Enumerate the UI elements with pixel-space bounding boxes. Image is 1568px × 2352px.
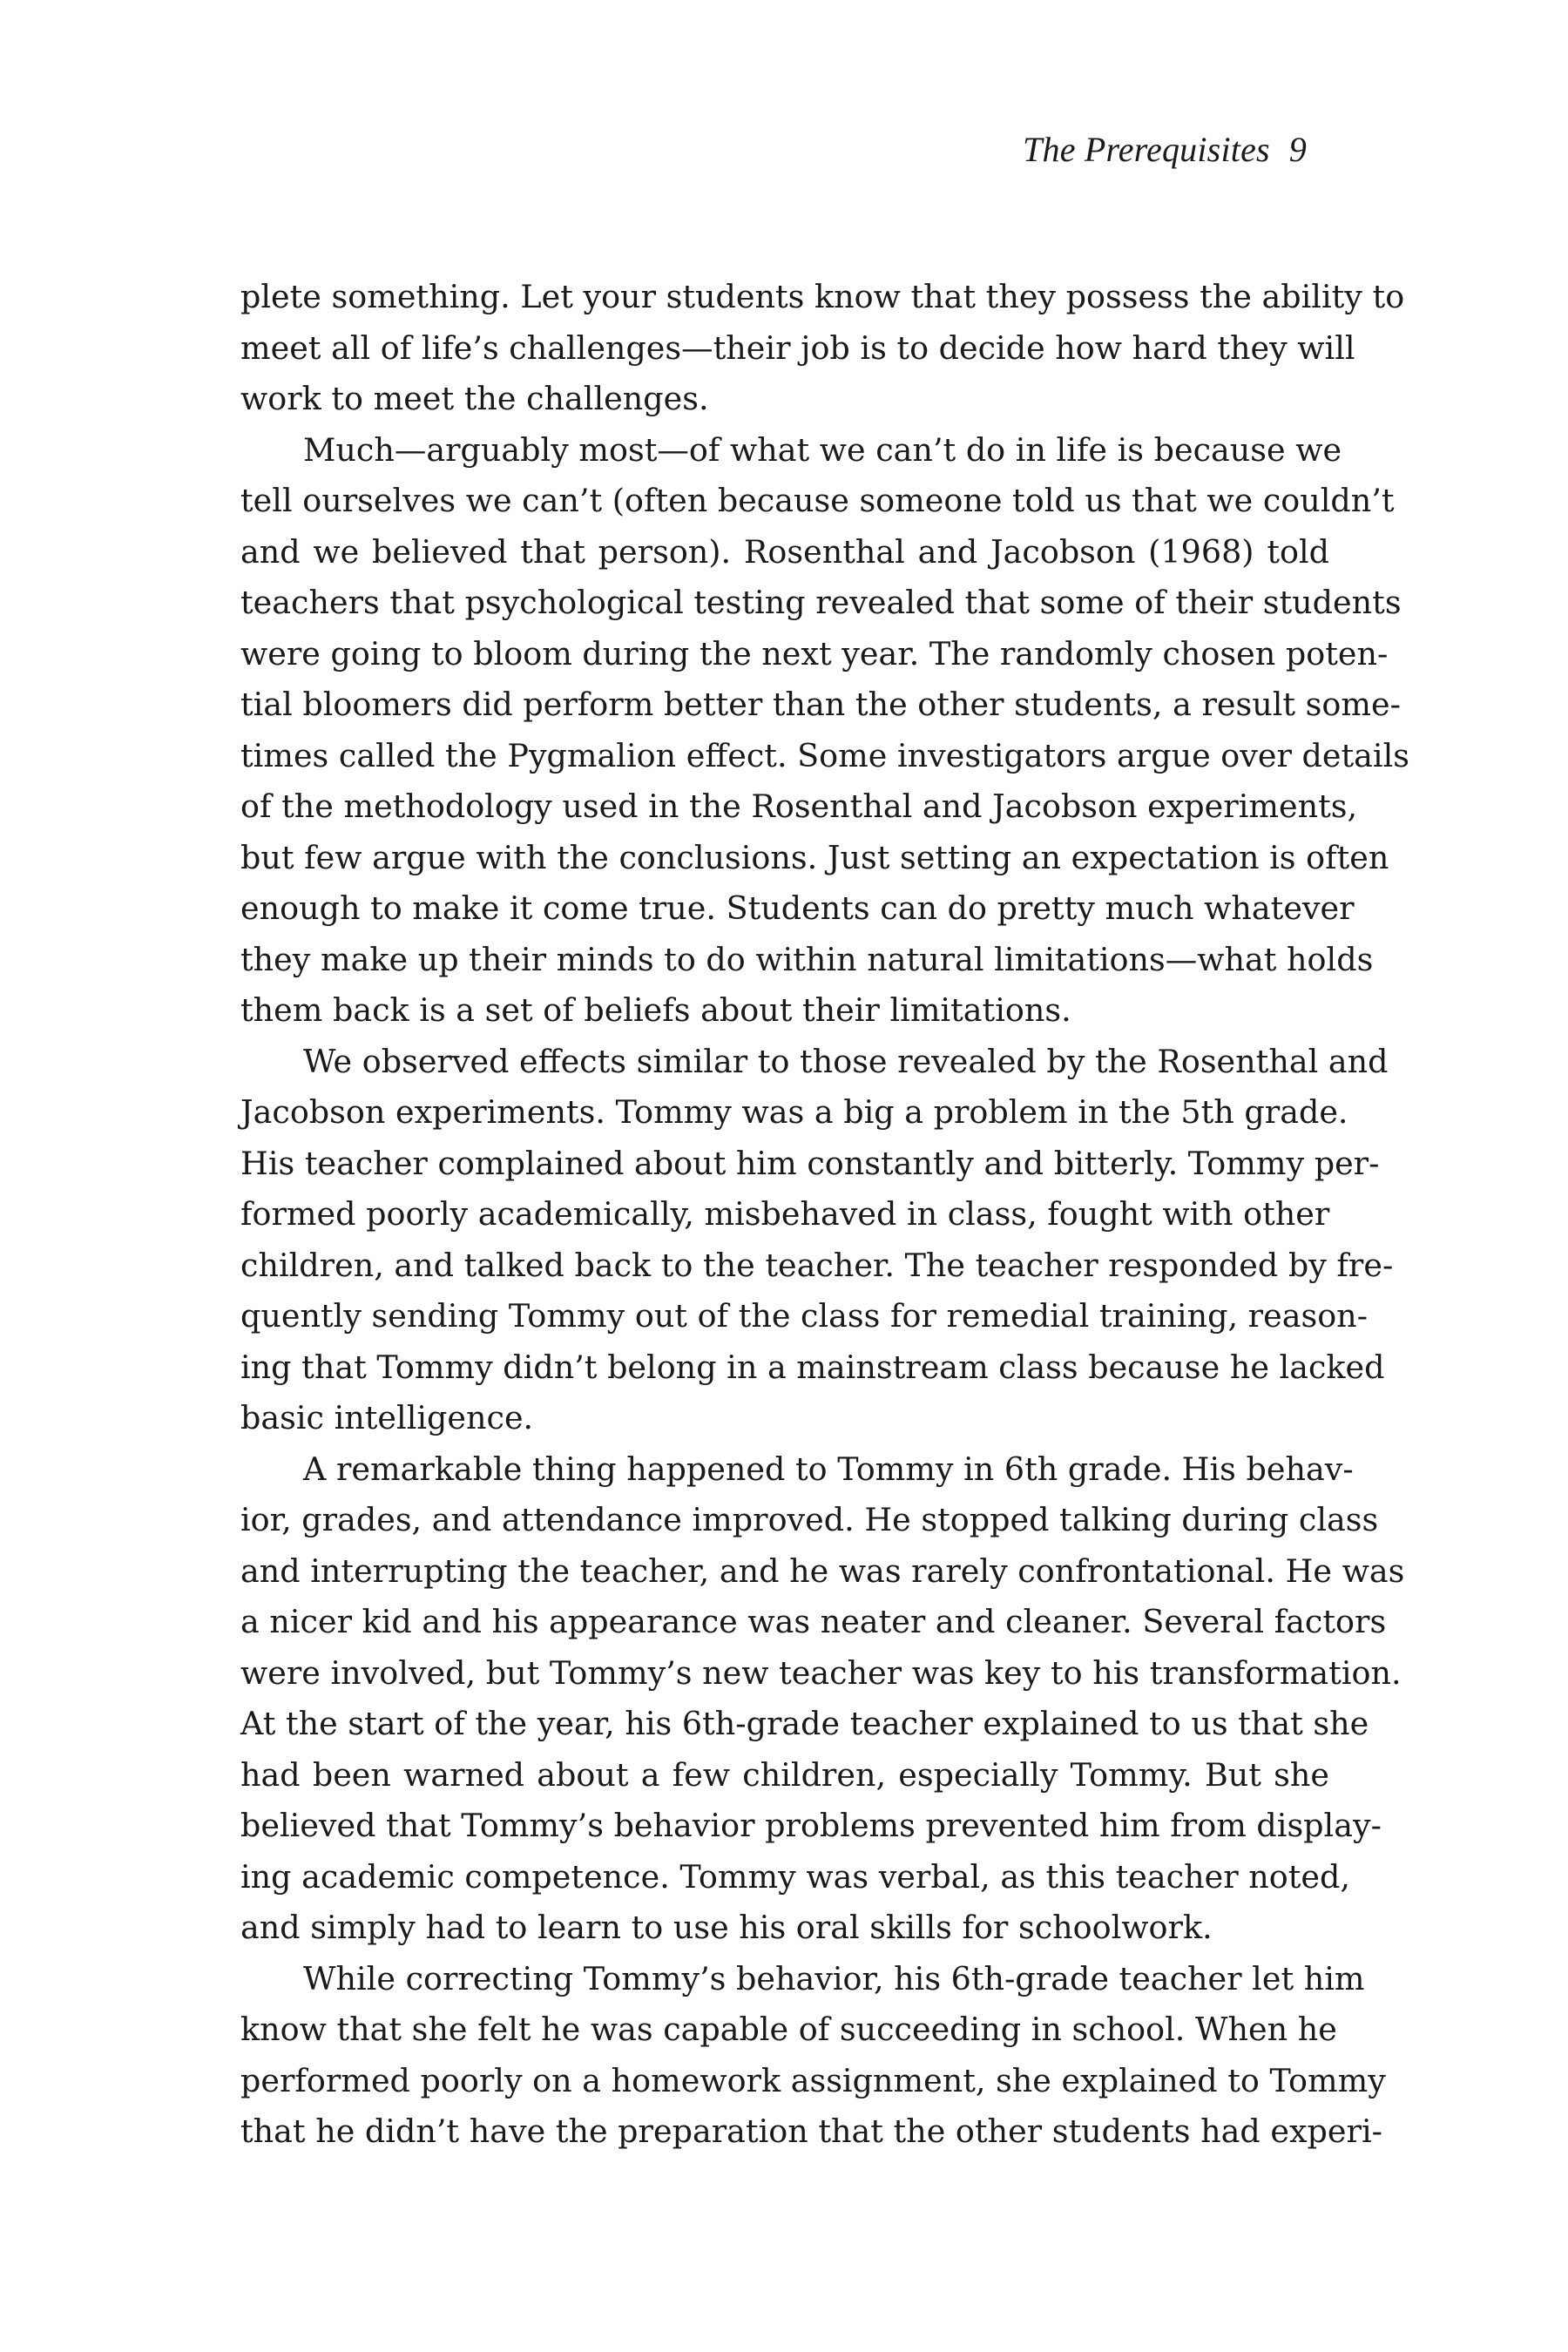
text-line: teachers that psychological testing revealed that some of their students [240,584,1402,621]
text-line: formed poorly academically, misbehaved in class, fought with other [240,1195,1330,1233]
text-line: times called the Pygmalion effect. Some investigators argue over details [240,736,1409,774]
text-line: believed that Tommy’s behavior problems prevented him from display- [240,1807,1382,1844]
text-line: and interrupting the teacher, and he was rarely confrontational. He was [240,1551,1405,1590]
text-line: At the start of the year, his 6th-grade teacher explained to us that she [240,1705,1369,1742]
text-line: His teacher complained about him constantly and bitterly. Tommy per- [240,1144,1380,1182]
paragraph [240,1444,1405,1954]
page-number: 9 [1288,130,1307,169]
text-line: enough to make it come true. Students can do pretty much whatever [240,889,1355,927]
paragraph [240,272,1405,425]
paragraph [240,425,1409,1037]
text-line: but few argue with the conclusions. Just setting an expectation is often [240,838,1389,876]
text-line: and we believed that person). Rosenthal and Jacobson (1968) told [240,532,1329,571]
body-text [240,272,1409,2158]
running-head [1023,129,1307,170]
running-head-title: The Prerequisites [1023,130,1270,169]
text-line: a nicer kid and his appearance was neater and cleaner. Several factors [240,1603,1387,1640]
text-line: they make up their minds to do within natural limitations—what holds [240,940,1374,978]
text-line: that he didn’t have the preparation that the other students had experi- [240,2112,1382,2150]
text-line: work to meet the challenges. [240,380,709,417]
text-line: Jacobson experiments. Tommy was a big a problem in the 5th grade. [240,1093,1348,1131]
text-line: quently sending Tommy out of the class for remedial training, reason- [240,1297,1369,1335]
text-line: ior, grades, and attendance improved. He stopped talking during class [240,1501,1379,1538]
text-line: and simply had to learn to use his oral skills for schoolwork. [240,1909,1213,1946]
text-line: ing that Tommy didn’t belong in a mainstream class because he lacked [240,1348,1385,1386]
text-line: were involved, but Tommy’s new teacher was key to his transformation. [240,1653,1402,1692]
text-line: We observed effects similar to those revealed by the Rosenthal and [303,1042,1389,1080]
text-line: tial bloomers did perform better than the other students, a result some- [240,686,1401,723]
text-line: While correcting Tommy’s behavior, his 6th-grade teacher let him [303,1959,1365,1997]
text-line: were going to bloom during the next year. The randomly chosen poten- [240,634,1389,672]
text-line: Much—arguably most—of what we can’t do in life is because we [303,430,1342,469]
text-line: meet all of life’s challenges—their job is to decide how hard they will [240,328,1355,367]
text-line: A remarkable thing happened to Tommy in 6th grade. His behav- [303,1450,1354,1488]
text-line: know that she felt he was capable of succeeding in school. When he [240,2011,1337,2048]
text-line: them back is a set of beliefs about their limitations. [240,991,1071,1029]
text-line: performed poorly on a homework assignment, she explained to Tommy [240,2061,1386,2099]
text-line: had been warned about a few children, especially Tommy. But she [240,1755,1329,1794]
text-line: ing academic competence. Tommy was verbal, as this teacher noted, [240,1857,1350,1896]
text-line: of the methodology used in the Rosenthal and Jacobson experiments, [240,787,1358,825]
text-line: tell ourselves we can’t (often because someone told us that we couldn’t [240,482,1395,519]
text-line: plete something. Let your students know that they possess the ability to [240,278,1405,315]
text-line: children, and talked back to the teacher. The teacher responded by fre- [240,1246,1394,1284]
paragraph [240,1954,1386,2158]
paragraph [240,1037,1394,1444]
text-line: basic intelligence. [240,1399,534,1436]
